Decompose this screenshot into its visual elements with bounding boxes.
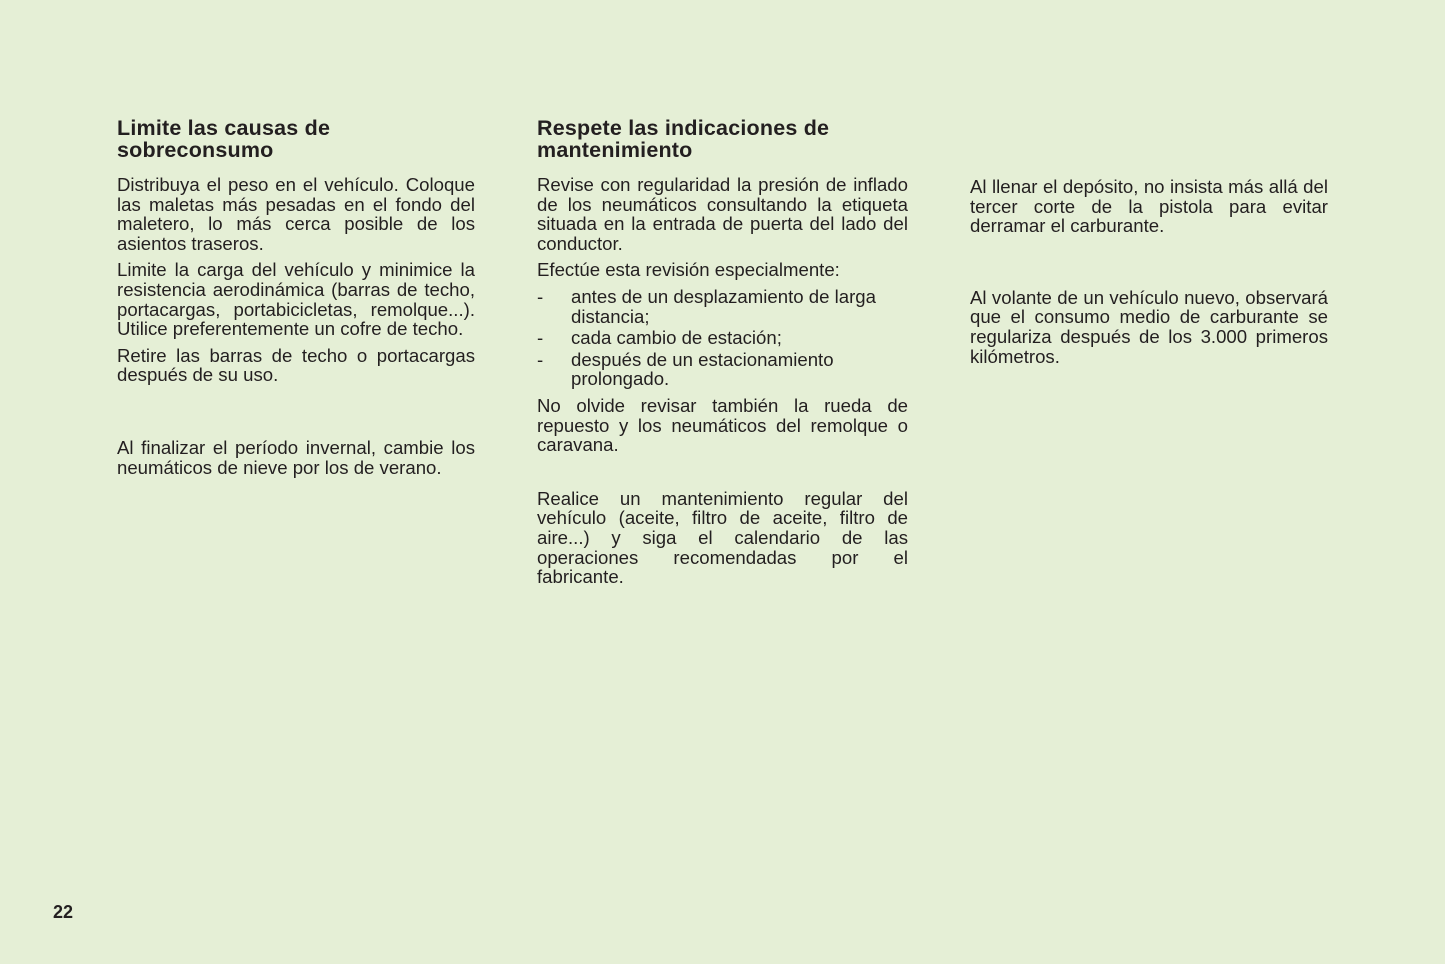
list-item <box>537 328 908 348</box>
heading-mantenimiento: Respete las indicaciones de mantenimiento <box>537 116 830 162</box>
paragraph-fuel-filling: Al llenar el depósito, no insista más allá del tercer corte de la pistola para evitar derramar el carburante. <box>970 176 1328 237</box>
paragraph-check-especially: Efectúe esta revisión especialmente: <box>537 259 840 281</box>
list-item-text: antes de un desplazamiento de larga distancia; <box>571 285 876 327</box>
paragraph-limit-load: Limite la carga del vehículo y minimice la resistencia aerodinámica (barras de techo, portacargas, portabicicletas, remolque...). Utilice preferentemente un cofre de techo. <box>117 259 475 340</box>
column-mantenimiento <box>537 117 908 594</box>
paragraph-tyre-pressure: Revise con regularidad la presión de inflado de los neumáticos consultando la etiqueta situada en la entrada de puerta del lado del conductor. <box>537 174 908 254</box>
list-item-text: cada cambio de estación; <box>571 327 782 349</box>
check-conditions-list <box>537 287 908 389</box>
list-item <box>537 287 908 326</box>
column-tips <box>970 177 1328 373</box>
list-item-text: después de un estacionamiento prolongado. <box>571 348 834 390</box>
paragraph-winter-tyres: Al finalizar el período invernal, cambie los neumáticos de nieve por los de verano. <box>117 436 475 478</box>
heading-sobreconsumo: Limite las causas de sobreconsumo <box>117 116 331 162</box>
page-number: 22 <box>53 902 74 922</box>
list-item <box>537 350 908 389</box>
dash-marker: - <box>537 327 544 349</box>
dash-marker: - <box>537 285 544 307</box>
paragraph-regular-maintenance: Realice un mantenimiento regular del vehículo (aceite, filtro de aceite, filtro de aire...) y siga el calendario de las operaciones recomendadas por el fabricante. <box>537 487 908 588</box>
paragraph-remove-bars: Retire las barras de techo o portacargas después de su uso. <box>117 344 475 386</box>
paragraph-spare-wheel: No olvide revisar también la rueda de repuesto y los neumáticos del remolque o caravana. <box>537 394 908 456</box>
dash-marker: - <box>537 348 544 370</box>
paragraph-distribute-weight: Distribuya el peso en el vehículo. Coloque las maletas más pesadas en el fondo del maletero, lo más cerca posible de los asientos traseros. <box>117 174 475 254</box>
column-sobreconsumo <box>117 117 475 484</box>
paragraph-new-vehicle: Al volante de un vehículo nuevo, observará que el consumo medio de carburante se regulariza después de los 3.000 primeros kilómetros. <box>970 286 1328 367</box>
